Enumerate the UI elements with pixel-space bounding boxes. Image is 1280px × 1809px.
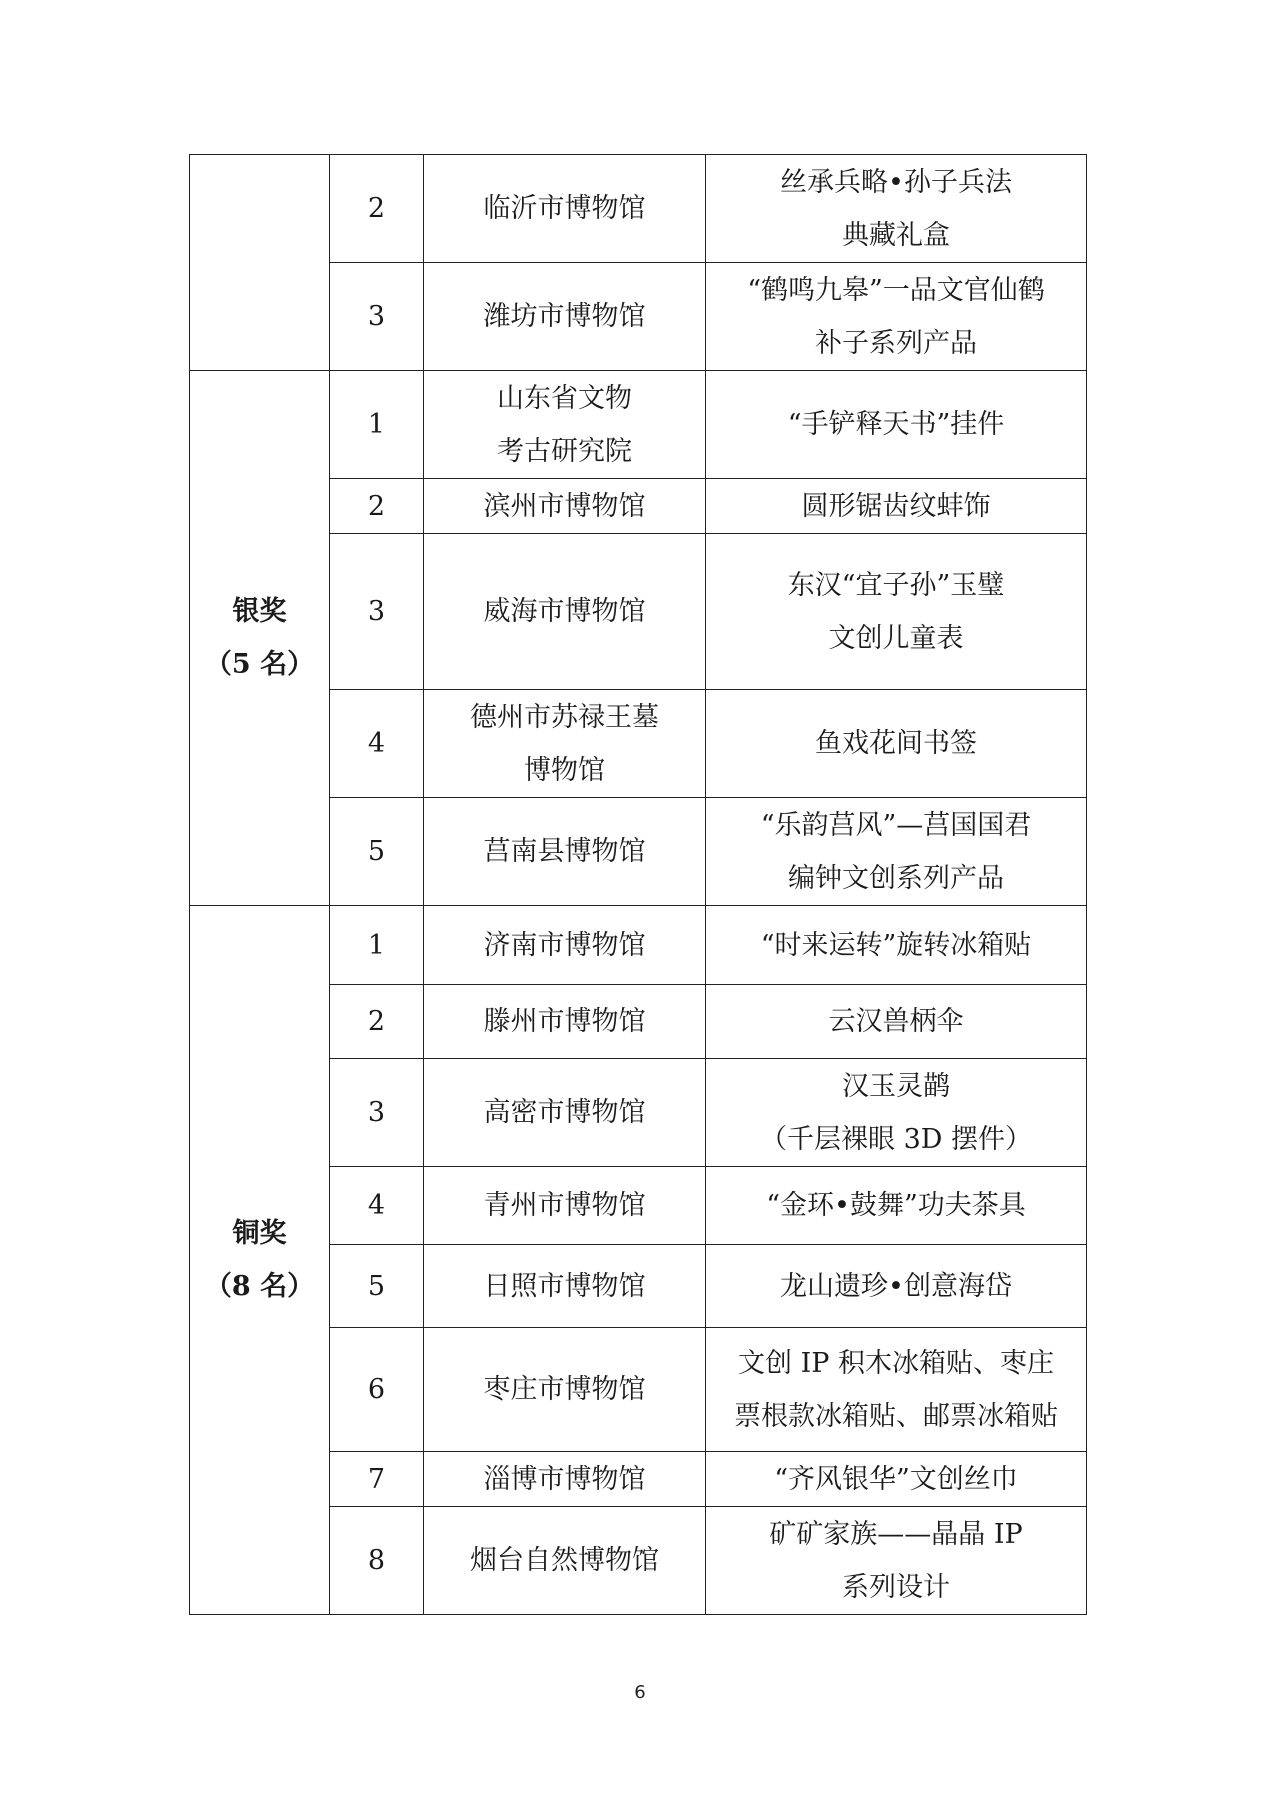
table-row <box>190 371 1087 479</box>
work-cell: 汉玉灵鹋 （千层裸眼 3D 摆件） <box>706 1059 1087 1167</box>
rank-cell: 5 <box>330 1245 424 1328</box>
rank-cell: 3 <box>330 1059 424 1167</box>
rank-cell: 4 <box>330 1167 424 1245</box>
unit-cell: 莒南县博物馆 <box>424 798 706 906</box>
work-cell: 文创 IP 积木冰箱贴、枣庄 票根款冰箱贴、邮票冰箱贴 <box>706 1328 1087 1452</box>
work-cell: 东汉“宜子孙”玉璧 文创儿童表 <box>706 534 1087 690</box>
work-cell: 龙山遗珍•创意海岱 <box>706 1245 1087 1328</box>
rank-cell: 1 <box>330 371 424 479</box>
table-row <box>190 906 1087 985</box>
awards-table <box>189 154 1087 1615</box>
rank-cell: 1 <box>330 906 424 985</box>
rank-cell: 3 <box>330 263 424 371</box>
unit-cell: 青州市博物馆 <box>424 1167 706 1245</box>
rank-cell: 2 <box>330 479 424 534</box>
category-cell-silver: 银奖 （5 名） <box>190 371 330 906</box>
work-cell: 丝承兵略•孙子兵法 典藏礼盒 <box>706 155 1087 263</box>
unit-cell: 济南市博物馆 <box>424 906 706 985</box>
unit-cell: 滨州市博物馆 <box>424 479 706 534</box>
unit-cell: 烟台自然博物馆 <box>424 1507 706 1615</box>
work-cell: “齐风银华”文创丝巾 <box>706 1452 1087 1507</box>
work-cell: 鱼戏花间书签 <box>706 690 1087 798</box>
unit-cell: 潍坊市博物馆 <box>424 263 706 371</box>
unit-cell: 山东省文物 考古研究院 <box>424 371 706 479</box>
category-cell-continued <box>190 155 330 371</box>
unit-cell: 枣庄市博物馆 <box>424 1328 706 1452</box>
category-cell-bronze: 铜奖 （8 名） <box>190 906 330 1615</box>
work-cell: “鹤鸣九皋”一品文官仙鹤 补子系列产品 <box>706 263 1087 371</box>
rank-cell: 6 <box>330 1328 424 1452</box>
rank-cell: 2 <box>330 985 424 1059</box>
work-cell: 矿矿家族——晶晶 IP 系列设计 <box>706 1507 1087 1615</box>
unit-cell: 高密市博物馆 <box>424 1059 706 1167</box>
rank-cell: 4 <box>330 690 424 798</box>
rank-cell: 2 <box>330 155 424 263</box>
unit-cell: 日照市博物馆 <box>424 1245 706 1328</box>
rank-cell: 5 <box>330 798 424 906</box>
table-row <box>190 155 1087 263</box>
work-cell: “乐韵莒风”—莒国国君 编钟文创系列产品 <box>706 798 1087 906</box>
unit-cell: 滕州市博物馆 <box>424 985 706 1059</box>
page-number: 6 <box>634 1682 646 1703</box>
work-cell: “时来运转”旋转冰箱贴 <box>706 906 1087 985</box>
unit-cell: 威海市博物馆 <box>424 534 706 690</box>
rank-cell: 7 <box>330 1452 424 1507</box>
work-cell: 云汉兽柄伞 <box>706 985 1087 1059</box>
unit-cell: 临沂市博物馆 <box>424 155 706 263</box>
work-cell: “金环•鼓舞”功夫茶具 <box>706 1167 1087 1245</box>
unit-cell: 淄博市博物馆 <box>424 1452 706 1507</box>
rank-cell: 3 <box>330 534 424 690</box>
rank-cell: 8 <box>330 1507 424 1615</box>
work-cell: “手铲释天书”挂件 <box>706 371 1087 479</box>
work-cell: 圆形锯齿纹蚌饰 <box>706 479 1087 534</box>
unit-cell: 德州市苏禄王墓 博物馆 <box>424 690 706 798</box>
